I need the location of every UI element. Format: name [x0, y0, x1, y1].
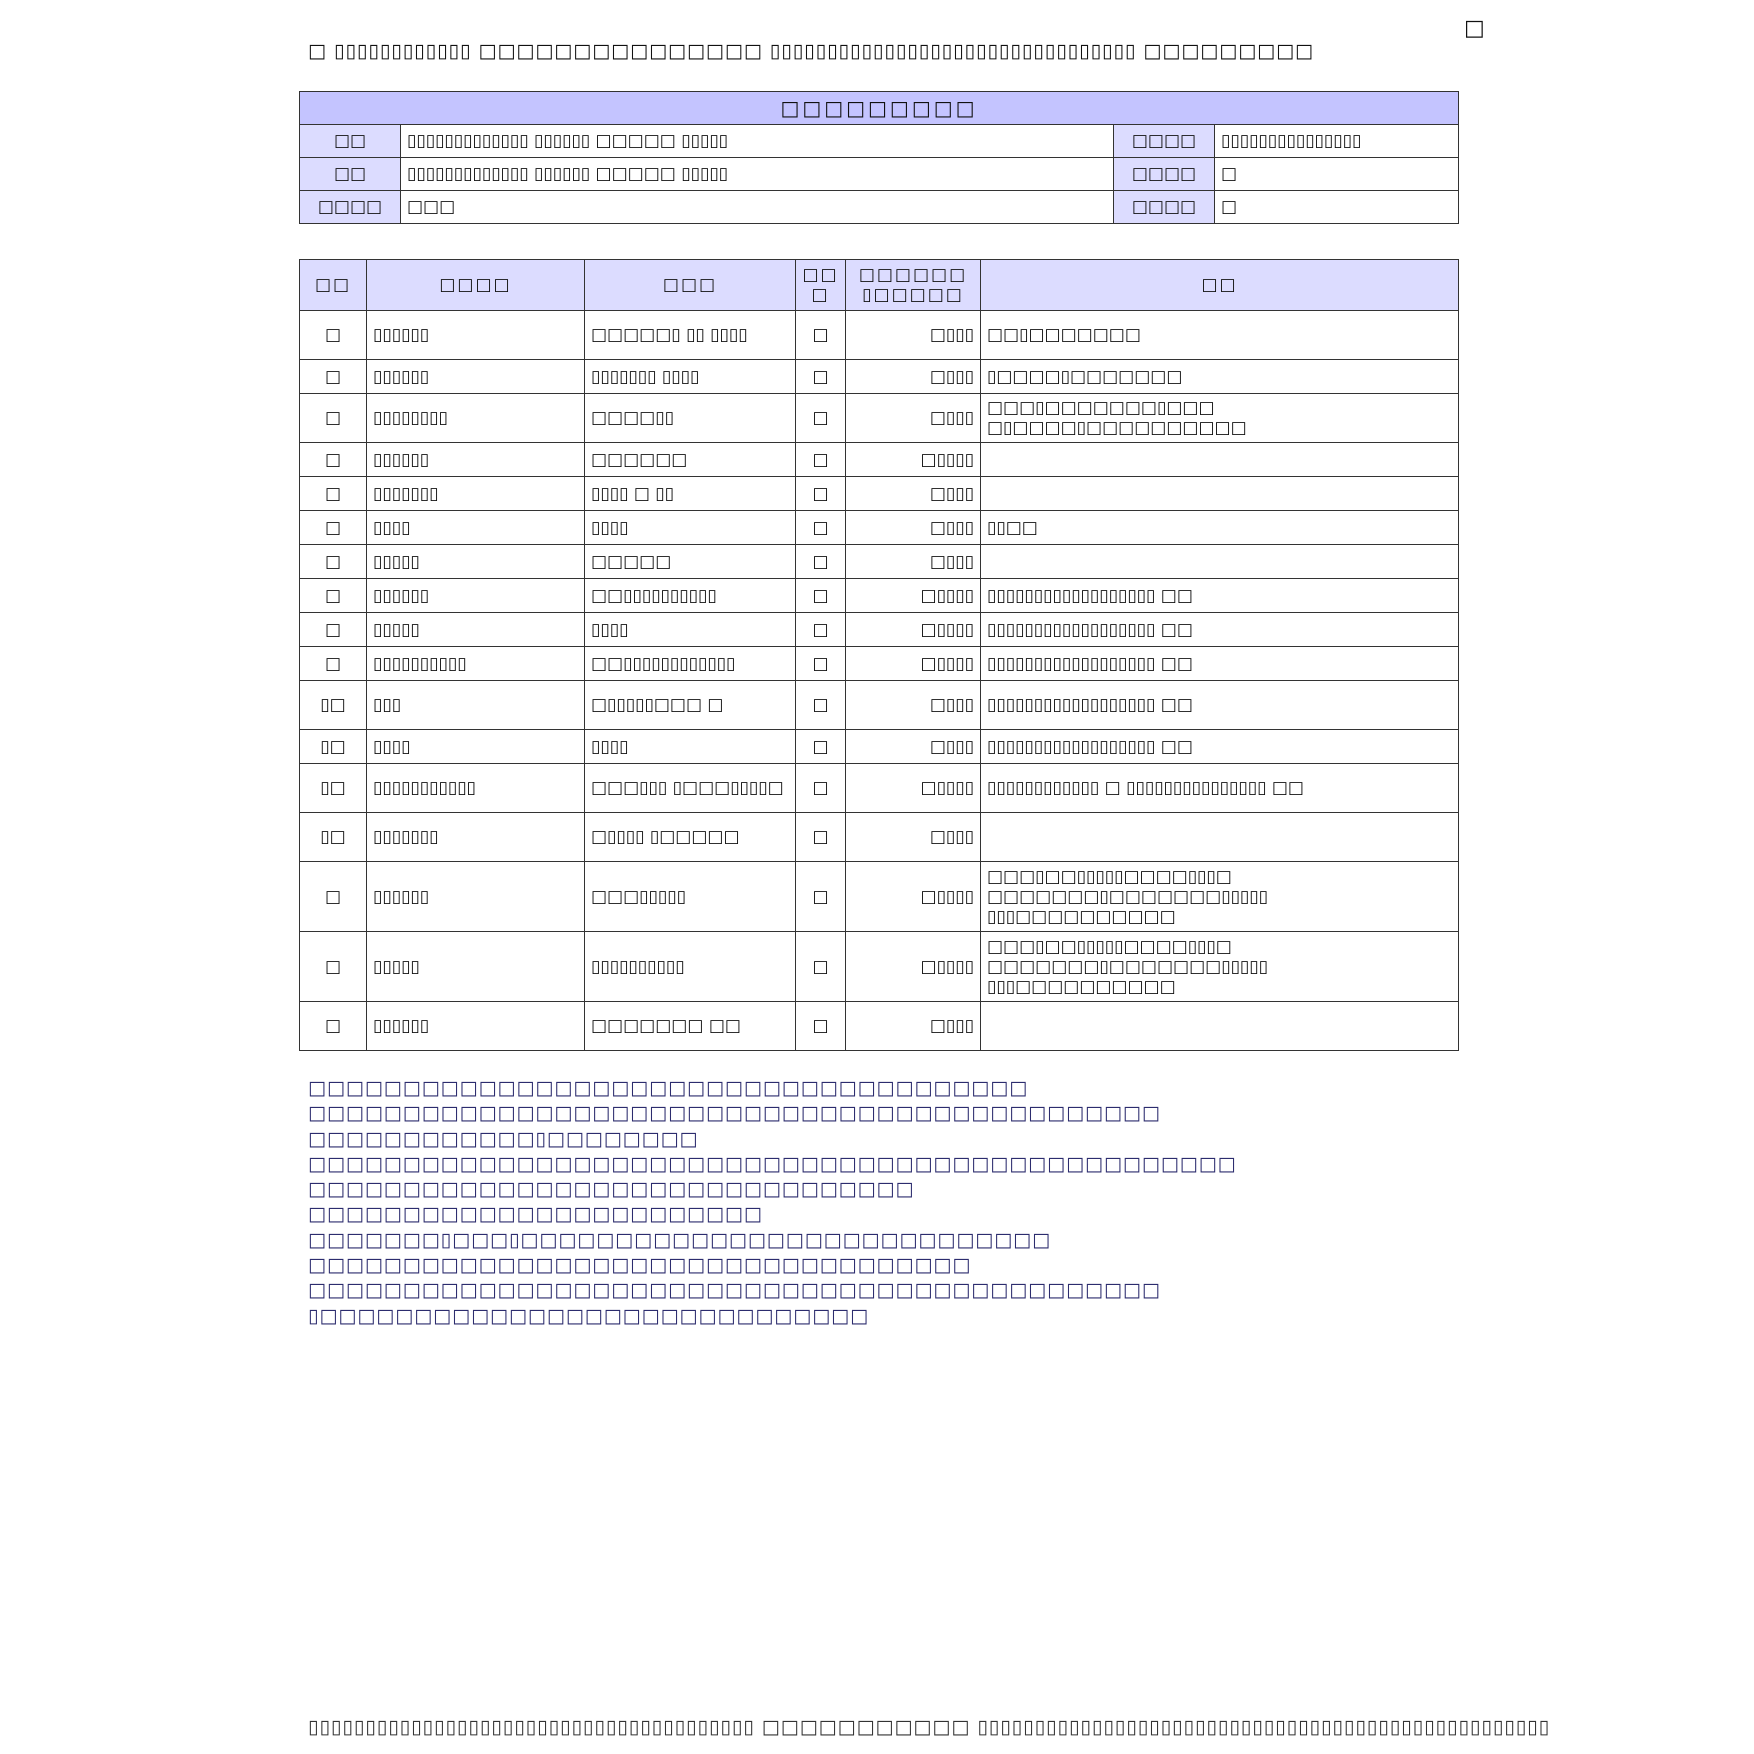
table-row [300, 613, 1459, 647]
table-row [300, 579, 1459, 613]
length-cell: □▯▯▯ [846, 1002, 981, 1051]
info-label: □□□□ [1114, 125, 1215, 158]
flag-cell: □ [796, 311, 846, 360]
note-line: □□□□□□□□□□□□□□□□□□□□□□□□□□□□□□□□□□□□□□ [308, 1077, 1029, 1099]
row-number: □ [300, 360, 367, 394]
flag-cell: □ [796, 681, 846, 730]
table-row [300, 681, 1459, 730]
flag-cell: □ [796, 613, 846, 647]
field-table-header [300, 260, 1459, 311]
field-type-cell: □□□▯▯▯▯▯ [585, 862, 796, 932]
note-cell: ▯▯□□ [981, 511, 1459, 545]
row-number: ▯□ [300, 730, 367, 764]
field-name-cell: ▯▯▯▯▯▯▯ [367, 477, 585, 511]
info-value: □ [1215, 191, 1459, 224]
field-name-cell: ▯▯▯▯▯ [367, 613, 585, 647]
field-name-cell: ▯▯▯▯▯ [367, 932, 585, 1002]
table-row [300, 647, 1459, 681]
table-row [300, 1002, 1459, 1051]
length-cell: □▯▯▯▯ [846, 579, 981, 613]
info-value: □□□ [401, 191, 1114, 224]
field-table [299, 259, 1459, 1051]
column-header: □□□□ [367, 260, 585, 311]
info-label: □□□□ [300, 191, 401, 224]
table-row [300, 511, 1459, 545]
length-cell: □▯▯▯▯ [846, 443, 981, 477]
note-line: □□□□□□□□□□□□□□□□□□□□□□□□ [308, 1203, 763, 1226]
field-name-cell: ▯▯▯▯▯▯ [367, 579, 585, 613]
length-cell: □▯▯▯▯ [846, 932, 981, 1002]
length-cell: □▯▯▯ [846, 360, 981, 394]
table-row [300, 764, 1459, 813]
column-header: □□□□□□ ▯□□□□□ [846, 260, 981, 311]
length-cell: □▯▯▯▯ [846, 613, 981, 647]
flag-cell: □ [796, 511, 846, 545]
note-cell [981, 1002, 1459, 1051]
note-cell: ▯▯▯▯▯▯▯▯▯▯▯▯ □ ▯▯▯▯▯▯▯▯▯▯▯▯▯▯▯ □□ [981, 764, 1459, 813]
note-line: □□□□□□□▯□□□▯□□□□□□□□□□□□□□□□□□□□□□□□□□□□ [308, 1228, 1052, 1251]
row-number: □ [300, 932, 367, 1002]
length-cell: □▯▯▯▯ [846, 862, 981, 932]
note-line: □□□□□□□□□□□□▯□□□□□□□□ [308, 1127, 699, 1150]
info-row [300, 191, 1459, 224]
row-number: □ [300, 545, 367, 579]
length-cell: □▯▯▯ [846, 681, 981, 730]
info-value: ▯▯▯▯▯▯▯▯▯▯▯▯▯ ▯▯▯▯▯▯ □□□□□ ▯▯▯▯▯ [401, 158, 1114, 191]
field-type-cell: □▯▯▯▯▯□□□ □ [585, 681, 796, 730]
length-cell: □▯▯▯▯ [846, 647, 981, 681]
table-row [300, 360, 1459, 394]
info-label: □□□□ [1114, 191, 1215, 224]
row-number: ▯□ [300, 681, 367, 730]
note-cell: □□▯□□□□□□□ [981, 311, 1459, 360]
note-line: ▯□□□□□□□□□□□□□□□□□□□□□□□□□□□□□ [308, 1304, 870, 1327]
field-name-cell: ▯▯▯▯▯▯ [367, 862, 585, 932]
field-name-cell: ▯▯▯▯▯▯ [367, 311, 585, 360]
table-row [300, 394, 1459, 443]
row-number: □ [300, 647, 367, 681]
row-number: □ [300, 311, 367, 360]
note-line: □□□□□□□□□□□□□□□□□□□□□□□□□□□□□□□□□□□ [308, 1254, 972, 1277]
flag-cell: □ [796, 764, 846, 813]
flag-cell: □ [796, 443, 846, 477]
note-cell: ▯▯▯▯▯▯▯▯▯▯▯▯▯▯▯▯▯▯ □□ [981, 681, 1459, 730]
document-footer: ▯▯▯▯▯▯▯▯▯▯▯▯▯▯▯▯▯▯▯▯▯▯▯▯▯▯▯▯▯▯▯▯▯▯▯▯▯▯▯ □□□□□□□□□□□ ▯▯▯▯▯▯▯▯▯▯▯▯▯▯▯▯▯▯▯▯▯▯▯▯▯▯▯▯▯▯▯▯▯▯▯▯▯▯▯▯▯▯▯▯▯▯▯▯▯▯ [308, 1716, 1551, 1738]
field-type-cell: □□□□□ [585, 545, 796, 579]
table-row [300, 545, 1459, 579]
note-cell: □□□▯□□▯▯▯▯▯□□□□▯▯▯□ □□□□□□□▯□□□□□□□▯▯▯▯▯ ▯▯▯□□□□□□□□□□ [981, 862, 1459, 932]
note-cell [981, 545, 1459, 579]
info-value: ▯▯▯▯▯▯▯▯▯▯▯▯▯▯▯ [1215, 125, 1459, 158]
field-name-cell: ▯▯▯▯ [367, 730, 585, 764]
field-type-cell: ▯▯▯▯▯▯▯▯▯▯ [585, 932, 796, 1002]
flag-cell: □ [796, 932, 846, 1002]
field-type-cell: □□▯▯▯▯▯▯▯▯▯▯▯▯ [585, 647, 796, 681]
table-row [300, 443, 1459, 477]
info-value: ▯▯▯▯▯▯▯▯▯▯▯▯▯ ▯▯▯▯▯▯ □□□□□ ▯▯▯▯▯ [401, 125, 1114, 158]
length-cell: □▯▯▯ [846, 730, 981, 764]
info-label: □□□□ [1114, 158, 1215, 191]
info-label: □□ [300, 158, 401, 191]
info-value: □ [1215, 158, 1459, 191]
note-line: □□□□□□□□□□□□□□□□□□□□□□□□□□□□□□□□ [308, 1178, 915, 1201]
table-row [300, 730, 1459, 764]
notes-section [308, 1076, 1468, 1329]
flag-cell: □ [796, 862, 846, 932]
note-cell: ▯▯▯▯▯▯▯▯▯▯▯▯▯▯▯▯▯▯ □□ [981, 647, 1459, 681]
flag-cell: □ [796, 730, 846, 764]
field-name-cell: ▯▯▯▯▯ [367, 545, 585, 579]
field-type-cell: □□□□□▯ ▯▯ ▯▯▯▯ [585, 311, 796, 360]
field-type-cell: ▯▯▯▯ [585, 511, 796, 545]
field-name-cell: ▯▯▯▯▯▯▯ [367, 813, 585, 862]
info-row [300, 125, 1459, 158]
info-table [299, 91, 1459, 224]
row-number: ▯□ [300, 764, 367, 813]
column-header: □□ □ [796, 260, 846, 311]
field-type-cell: ▯▯▯▯ [585, 730, 796, 764]
row-number: □ [300, 1002, 367, 1051]
column-header: □□□ [585, 260, 796, 311]
field-type-cell: ▯▯▯▯ [585, 613, 796, 647]
note-cell [981, 813, 1459, 862]
row-number: □ [300, 477, 367, 511]
field-type-cell: □▯▯▯▯ ▯□□□□□ [585, 813, 796, 862]
table-row [300, 311, 1459, 360]
flag-cell: □ [796, 579, 846, 613]
flag-cell: □ [796, 647, 846, 681]
row-number: □ [300, 862, 367, 932]
row-number: □ [300, 394, 367, 443]
column-header: □□ [981, 260, 1459, 311]
length-cell: □▯▯▯ [846, 545, 981, 579]
note-cell [981, 443, 1459, 477]
note-cell: ▯□□□□▯□□□□□□□ [981, 360, 1459, 394]
row-number: □ [300, 443, 367, 477]
row-number: □ [300, 613, 367, 647]
field-name-cell: ▯▯▯▯▯▯ [367, 1002, 585, 1051]
field-name-cell: ▯▯▯▯▯▯▯▯▯▯ [367, 647, 585, 681]
document-header: □ ▯▯▯▯▯▯▯▯▯▯▯▯ □□□□□□□□□□□□□□□ ▯▯▯▯▯▯▯▯▯▯▯▯▯▯▯▯▯▯▯▯▯▯▯▯▯▯▯▯▯▯▯▯ □□□□□□□□□ [308, 40, 1314, 62]
row-number: ▯□ [300, 813, 367, 862]
length-cell: □▯▯▯▯ [846, 764, 981, 813]
note-cell: ▯▯▯▯▯▯▯▯▯▯▯▯▯▯▯▯▯▯ □□ [981, 613, 1459, 647]
field-type-cell: □□□▯▯▯ ▯□□□▯▯▯▯□ [585, 764, 796, 813]
length-cell: □▯▯▯ [846, 511, 981, 545]
info-row [300, 158, 1459, 191]
note-line: □□□□□□□□□□□□□□□□□□□□□□□□□□□□□□□□□□□□□□□□□□□□□ [308, 1102, 1161, 1125]
info-table-title: □□□□□□□□□ [300, 92, 1459, 125]
field-type-cell: □□□□□□□ □□ [585, 1002, 796, 1051]
note-cell [981, 477, 1459, 511]
page-number: □ [1464, 16, 1485, 41]
length-cell: □▯▯▯ [846, 813, 981, 862]
note-cell: ▯▯▯▯▯▯▯▯▯▯▯▯▯▯▯▯▯▯ □□ [981, 579, 1459, 613]
table-row [300, 862, 1459, 932]
flag-cell: □ [796, 394, 846, 443]
field-type-cell: ▯▯▯▯ □ ▯▯ [585, 477, 796, 511]
field-name-cell: ▯▯▯▯▯▯▯▯▯▯▯ [367, 764, 585, 813]
info-label: □□ [300, 125, 401, 158]
note-line: □□□□□□□□□□□□□□□□□□□□□□□□□□□□□□□□□□□□□□□□□□□□□□□□□ [308, 1152, 1237, 1175]
table-row [300, 932, 1459, 1002]
note-cell: □□□▯□□□□□□□▯□□□ □▯□□□□▯□□□□□□□□□□ [981, 394, 1459, 443]
flag-cell: □ [796, 545, 846, 579]
field-type-cell: □□□□□□ [585, 443, 796, 477]
field-name-cell: ▯▯▯▯▯▯ [367, 443, 585, 477]
field-type-cell: □□▯▯▯▯▯▯▯▯▯▯ [585, 579, 796, 613]
table-row [300, 477, 1459, 511]
length-cell: □▯▯▯ [846, 477, 981, 511]
row-number: □ [300, 579, 367, 613]
flag-cell: □ [796, 1002, 846, 1051]
column-header: □□ [300, 260, 367, 311]
length-cell: □▯▯▯ [846, 311, 981, 360]
field-name-cell: ▯▯▯ [367, 681, 585, 730]
length-cell: □▯▯▯ [846, 394, 981, 443]
field-type-cell: □□□□▯▯ [585, 394, 796, 443]
field-name-cell: ▯▯▯▯ [367, 511, 585, 545]
field-type-cell: ▯▯▯▯▯▯▯ ▯▯▯▯ [585, 360, 796, 394]
flag-cell: □ [796, 813, 846, 862]
field-name-cell: ▯▯▯▯▯▯▯▯ [367, 394, 585, 443]
note-cell: □□□▯□□▯▯▯▯▯□□□□▯▯▯□ □□□□□□□▯□□□□□□□▯▯▯▯▯ ▯▯▯□□□□□□□□□□ [981, 932, 1459, 1002]
flag-cell: □ [796, 477, 846, 511]
table-row [300, 813, 1459, 862]
row-number: □ [300, 511, 367, 545]
note-cell: ▯▯▯▯▯▯▯▯▯▯▯▯▯▯▯▯▯▯ □□ [981, 730, 1459, 764]
field-name-cell: ▯▯▯▯▯▯ [367, 360, 585, 394]
note-line: □□□□□□□□□□□□□□□□□□□□□□□□□□□□□□□□□□□□□□□□□□□□□ [308, 1279, 1161, 1302]
flag-cell: □ [796, 360, 846, 394]
